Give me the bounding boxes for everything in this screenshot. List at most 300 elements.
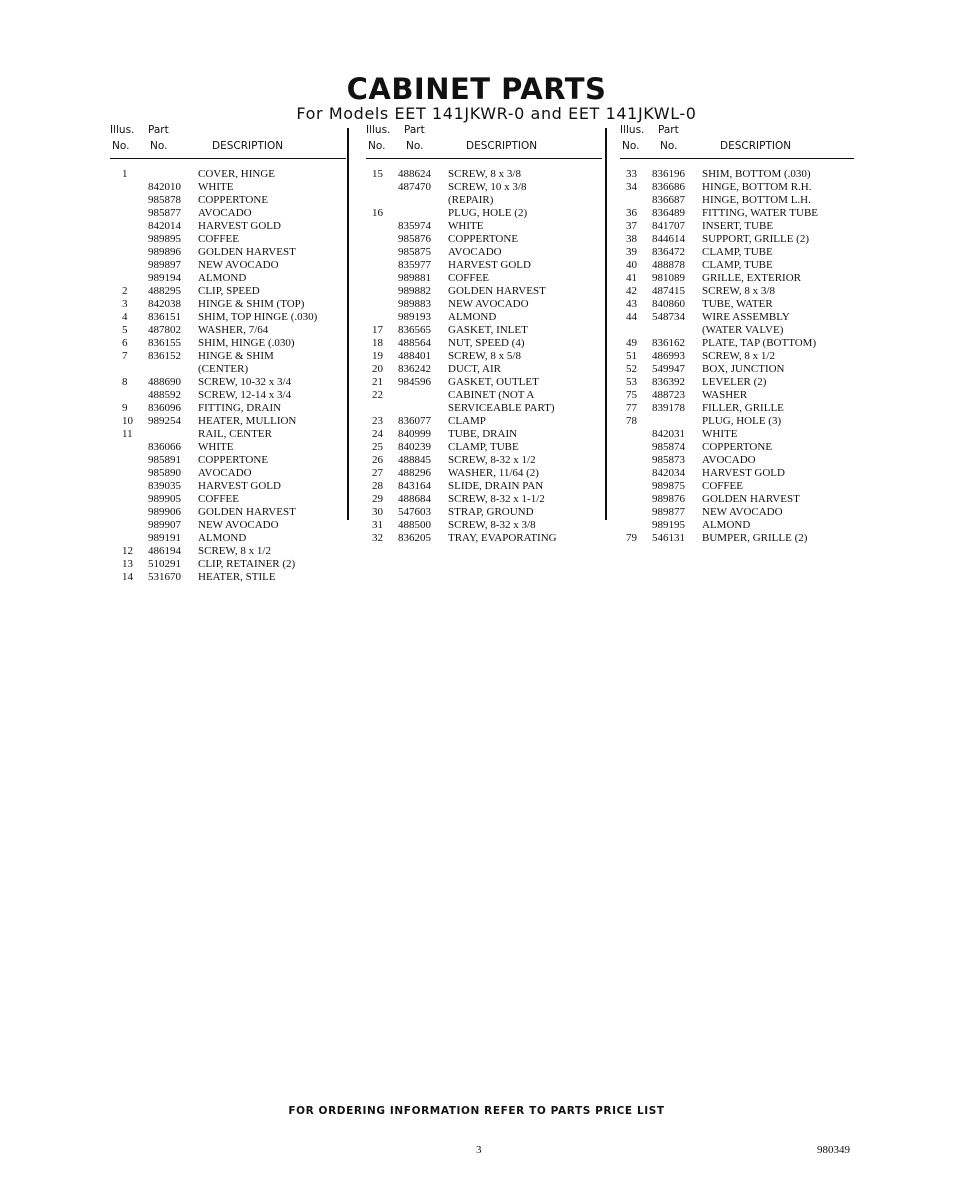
part-number: 487415 (652, 285, 685, 297)
part-description: INSERT, TUBE (702, 220, 774, 232)
table-row (110, 558, 346, 571)
header-part-no: No. (150, 140, 168, 152)
part-number: 842010 (148, 181, 181, 193)
header-illus: Illus. (620, 124, 645, 136)
illus-number: 43 (626, 298, 637, 310)
parts-list (620, 168, 854, 545)
table-row (110, 545, 346, 558)
part-number: 840239 (398, 441, 431, 453)
table-row (366, 337, 602, 350)
part-description: LEVELER (2) (702, 376, 767, 388)
part-description: COFFEE (198, 233, 239, 245)
part-number: 985890 (148, 467, 181, 479)
table-row (366, 428, 602, 441)
table-row (110, 168, 346, 181)
table-row (366, 233, 602, 246)
part-description: AVOCADO (448, 246, 502, 258)
ordering-info-footer: FOR ORDERING INFORMATION REFER TO PARTS PRICE LIST (288, 1105, 665, 1117)
table-row (620, 376, 854, 389)
table-row (110, 376, 346, 389)
table-row (366, 415, 602, 428)
part-number: 488684 (398, 493, 431, 505)
table-row (366, 272, 602, 285)
part-number: 842034 (652, 467, 685, 479)
table-row (366, 285, 602, 298)
part-number: 989877 (652, 506, 685, 518)
part-number: 486194 (148, 545, 181, 557)
part-number: 836066 (148, 441, 181, 453)
illus-number: 79 (626, 532, 637, 544)
illus-number: 40 (626, 259, 637, 271)
part-number: 842031 (652, 428, 685, 440)
table-row (110, 428, 346, 441)
part-number: 488690 (148, 376, 181, 388)
part-description: WHITE (702, 428, 738, 440)
part-description: HINGE, BOTTOM L.H. (702, 194, 811, 206)
table-row (110, 311, 346, 324)
table-row (366, 298, 602, 311)
part-number: 989195 (652, 519, 685, 531)
page-title: CABINET PARTS (346, 72, 607, 106)
table-row (366, 246, 602, 259)
part-description: CLAMP (448, 415, 486, 427)
part-number: 835974 (398, 220, 431, 232)
illus-number: 15 (372, 168, 383, 180)
part-description: HINGE, BOTTOM R.H. (702, 181, 812, 193)
part-number: 488723 (652, 389, 685, 401)
table-row (620, 272, 854, 285)
part-number: 989194 (148, 272, 181, 284)
part-description: PLUG, HOLE (2) (448, 207, 528, 219)
part-number: 549947 (652, 363, 685, 375)
table-row (110, 285, 346, 298)
illus-number: 77 (626, 402, 637, 414)
part-number: 989875 (652, 480, 685, 492)
part-number: 531670 (148, 571, 181, 583)
part-number: 836205 (398, 532, 431, 544)
illus-number: 27 (372, 467, 383, 479)
illus-number: 12 (122, 545, 133, 557)
part-description: WIRE ASSEMBLY (702, 311, 790, 323)
part-number: 836162 (652, 337, 685, 349)
part-description: TUBE, WATER (702, 298, 773, 310)
part-number: 985874 (652, 441, 685, 453)
part-number: 842014 (148, 220, 181, 232)
part-description: COFFEE (448, 272, 489, 284)
header-description: DESCRIPTION (212, 140, 284, 152)
table-row (620, 363, 854, 376)
part-number: 841707 (652, 220, 685, 232)
illus-number: 51 (626, 350, 637, 362)
part-number: 836565 (398, 324, 431, 336)
table-row (366, 467, 602, 480)
part-number: 985877 (148, 207, 181, 219)
part-number: 836392 (652, 376, 685, 388)
part-description: FILLER, GRILLE (702, 402, 784, 414)
illus-number: 36 (626, 207, 637, 219)
illus-number: 41 (626, 272, 637, 284)
table-row (110, 298, 346, 311)
illus-number: 29 (372, 493, 383, 505)
part-number: 989882 (398, 285, 431, 297)
table-row (620, 480, 854, 493)
part-number: 488296 (398, 467, 431, 479)
illus-number: 6 (122, 337, 128, 349)
part-description: HINGE & SHIM (198, 350, 274, 362)
document-number: 980349 (817, 1144, 850, 1156)
table-row (110, 324, 346, 337)
table-row (366, 376, 602, 389)
illus-number: 7 (122, 350, 128, 362)
table-row (620, 519, 854, 532)
part-number: 989895 (148, 233, 181, 245)
part-description: HEATER, MULLION (198, 415, 297, 427)
part-number: 836152 (148, 350, 181, 362)
part-number: 985878 (148, 194, 181, 206)
table-row (620, 181, 854, 194)
illus-number: 23 (372, 415, 383, 427)
table-row (110, 415, 346, 428)
part-description: CLAMP, TUBE (448, 441, 519, 453)
part-number: 836687 (652, 194, 685, 206)
part-number: 840999 (398, 428, 431, 440)
part-number: 488401 (398, 350, 431, 362)
illus-number: 37 (626, 220, 637, 232)
illus-number: 20 (372, 363, 383, 375)
table-row (620, 454, 854, 467)
illus-number: 26 (372, 454, 383, 466)
illus-number: 28 (372, 480, 383, 492)
header-part: Part (658, 124, 679, 136)
table-row (110, 259, 346, 272)
part-description: HINGE & SHIM (TOP) (198, 298, 305, 310)
table-row (620, 324, 854, 337)
illus-number: 34 (626, 181, 637, 193)
part-description: SCREW, 8 x 3/8 (702, 285, 775, 297)
part-description: SHIM, BOTTOM (.030) (702, 168, 811, 180)
illus-number: 13 (122, 558, 133, 570)
part-description: GOLDEN HARVEST (198, 506, 296, 518)
table-row (620, 311, 854, 324)
header-illus: Illus. (366, 124, 391, 136)
illus-number: 4 (122, 311, 128, 323)
part-number: 985875 (398, 246, 431, 258)
part-number: 989883 (398, 298, 431, 310)
table-row (620, 233, 854, 246)
table-row (366, 454, 602, 467)
illus-number: 24 (372, 428, 383, 440)
part-number: 843164 (398, 480, 431, 492)
header-description: DESCRIPTION (466, 140, 538, 152)
part-number: 989881 (398, 272, 431, 284)
illus-number: 10 (122, 415, 133, 427)
part-description: SCREW, 8-32 x 1/2 (448, 454, 536, 466)
part-description: ALMOND (702, 519, 751, 531)
part-description: SCREW, 10 x 3/8 (448, 181, 527, 193)
illus-number: 17 (372, 324, 383, 336)
illus-number: 30 (372, 506, 383, 518)
column-header (110, 124, 346, 159)
part-description: AVOCADO (198, 467, 252, 479)
header-part-no: No. (406, 140, 424, 152)
table-row (366, 350, 602, 363)
illus-number: 9 (122, 402, 128, 414)
part-description: WHITE (198, 441, 234, 453)
illus-number: 44 (626, 311, 637, 323)
table-row (366, 207, 602, 220)
part-description: PLATE, TAP (BOTTOM) (702, 337, 817, 349)
header-illus-no: No. (368, 140, 386, 152)
table-row (620, 402, 854, 415)
part-number: 836242 (398, 363, 431, 375)
parts-column-3 (620, 124, 854, 545)
table-row (620, 493, 854, 506)
table-row (110, 233, 346, 246)
illus-number: 25 (372, 441, 383, 453)
part-description: WHITE (448, 220, 484, 232)
part-description: SCREW, 8-32 x 3/8 (448, 519, 536, 531)
part-description: HARVEST GOLD (702, 467, 785, 479)
table-row (620, 441, 854, 454)
part-number: 989896 (148, 246, 181, 258)
part-description: SCREW, 8-32 x 1-1/2 (448, 493, 545, 505)
part-description: NEW AVOCADO (448, 298, 529, 310)
table-row (366, 402, 602, 415)
part-number: 488845 (398, 454, 431, 466)
part-description: ALMOND (198, 272, 247, 284)
table-row (110, 389, 346, 402)
header-part: Part (148, 124, 169, 136)
part-number: 836196 (652, 168, 685, 180)
illus-number: 5 (122, 324, 128, 336)
part-number: 989897 (148, 259, 181, 271)
table-row (110, 480, 346, 493)
table-row (366, 519, 602, 532)
part-number: 488592 (148, 389, 181, 401)
table-row (366, 363, 602, 376)
illus-number: 52 (626, 363, 637, 375)
part-number: 989907 (148, 519, 181, 531)
header-part: Part (404, 124, 425, 136)
table-row (366, 506, 602, 519)
part-description: CLAMP, TUBE (702, 246, 773, 258)
table-row (366, 324, 602, 337)
part-description: COPPERTONE (198, 194, 269, 206)
part-description: HEATER, STILE (198, 571, 276, 583)
part-description: COPPERTONE (702, 441, 773, 453)
table-row (110, 441, 346, 454)
part-description: FITTING, DRAIN (198, 402, 282, 414)
part-number: 981089 (652, 272, 685, 284)
part-number: 836096 (148, 402, 181, 414)
part-description: GASKET, INLET (448, 324, 528, 336)
illus-number: 78 (626, 415, 637, 427)
table-row (366, 493, 602, 506)
part-number: 548734 (652, 311, 685, 323)
table-row (620, 285, 854, 298)
part-number: 488564 (398, 337, 431, 349)
illus-number: 42 (626, 285, 637, 297)
part-description: WHITE (198, 181, 234, 193)
part-description: COFFEE (198, 493, 239, 505)
part-number: 488500 (398, 519, 431, 531)
part-description: WASHER (702, 389, 748, 401)
table-row (620, 194, 854, 207)
table-row (620, 532, 854, 545)
table-row (110, 454, 346, 467)
part-number: 989906 (148, 506, 181, 518)
column-divider (347, 128, 349, 520)
table-row (366, 532, 602, 545)
part-number: 985873 (652, 454, 685, 466)
illus-number: 11 (122, 428, 133, 440)
part-description: SCREW, 12-14 x 3/4 (198, 389, 292, 401)
part-description: (CENTER) (198, 363, 249, 375)
part-description: SCREW, 10-32 x 3/4 (198, 376, 292, 388)
table-row (620, 220, 854, 233)
part-description: FITTING, WATER TUBE (702, 207, 819, 219)
part-description: SCREW, 8 x 1/2 (702, 350, 775, 362)
part-number: 985891 (148, 454, 181, 466)
table-row (110, 272, 346, 285)
part-number: 984596 (398, 376, 431, 388)
part-number: 842038 (148, 298, 181, 310)
part-description: GRILLE, EXTERIOR (702, 272, 801, 284)
table-row (620, 350, 854, 363)
part-description: SUPPORT, GRILLE (2) (702, 233, 809, 245)
table-row (366, 220, 602, 233)
illus-number: 16 (372, 207, 383, 219)
part-description: HARVEST GOLD (448, 259, 531, 271)
table-row (110, 571, 346, 584)
table-row (620, 467, 854, 480)
header-description: DESCRIPTION (720, 140, 792, 152)
part-number: 989905 (148, 493, 181, 505)
part-description: (REPAIR) (448, 194, 494, 206)
illus-number: 75 (626, 389, 637, 401)
illus-number: 19 (372, 350, 383, 362)
part-number: 486993 (652, 350, 685, 362)
table-row (620, 415, 854, 428)
table-row (366, 259, 602, 272)
column-header (366, 124, 602, 159)
table-row (620, 506, 854, 519)
parts-list (366, 168, 602, 545)
illus-number: 21 (372, 376, 383, 388)
part-description: ALMOND (448, 311, 497, 323)
illus-number: 39 (626, 246, 637, 258)
illus-number: 31 (372, 519, 383, 531)
part-description: GOLDEN HARVEST (198, 246, 296, 258)
table-row (110, 194, 346, 207)
table-row (110, 181, 346, 194)
table-row (110, 363, 346, 376)
part-number: 835977 (398, 259, 431, 271)
illus-number: 1 (122, 168, 128, 180)
part-description: TUBE, DRAIN (448, 428, 518, 440)
table-row (366, 311, 602, 324)
table-row (620, 337, 854, 350)
header-illus: Illus. (110, 124, 135, 136)
part-number: 488878 (652, 259, 685, 271)
part-number: 840860 (652, 298, 685, 310)
part-description: NEW AVOCADO (198, 519, 279, 531)
part-description: SCREW, 8 x 5/8 (448, 350, 521, 362)
table-row (110, 246, 346, 259)
table-row (620, 168, 854, 181)
table-row (620, 207, 854, 220)
table-row (620, 298, 854, 311)
table-row (110, 402, 346, 415)
part-number: 989876 (652, 493, 685, 505)
part-description: NEW AVOCADO (198, 259, 279, 271)
part-number: 836151 (148, 311, 181, 323)
table-row (110, 532, 346, 545)
part-number: 488295 (148, 285, 181, 297)
part-description: SCREW, 8 x 3/8 (448, 168, 521, 180)
part-description: SCREW, 8 x 1/2 (198, 545, 271, 557)
table-row (366, 181, 602, 194)
table-row (366, 480, 602, 493)
illus-number: 22 (372, 389, 383, 401)
part-number: 487802 (148, 324, 181, 336)
part-description: COPPERTONE (448, 233, 519, 245)
table-row (366, 194, 602, 207)
table-row (110, 506, 346, 519)
part-description: RAIL, CENTER (198, 428, 272, 440)
part-number: 546131 (652, 532, 685, 544)
part-description: (WATER VALVE) (702, 324, 784, 336)
illus-number: 38 (626, 233, 637, 245)
page-number: 3 (476, 1144, 482, 1156)
table-row (110, 519, 346, 532)
illus-number: 14 (122, 571, 133, 583)
header-illus-no: No. (622, 140, 640, 152)
part-description: COPPERTONE (198, 454, 269, 466)
table-row (110, 350, 346, 363)
column-divider (605, 128, 607, 520)
illus-number: 18 (372, 337, 383, 349)
part-description: COVER, HINGE (198, 168, 275, 180)
part-description: SHIM, TOP HINGE (.030) (198, 311, 318, 323)
table-row (110, 337, 346, 350)
part-description: AVOCADO (198, 207, 252, 219)
illus-number: 33 (626, 168, 637, 180)
part-description: HARVEST GOLD (198, 480, 281, 492)
part-number: 836489 (652, 207, 685, 219)
part-number: 836155 (148, 337, 181, 349)
page-subtitle: For Models EET 141JKWR-0 and EET 141JKWL-0 (296, 104, 697, 123)
part-number: 844614 (652, 233, 685, 245)
part-description: DUCT, AIR (448, 363, 501, 375)
part-description: NEW AVOCADO (702, 506, 783, 518)
part-description: COFFEE (702, 480, 743, 492)
illus-number: 3 (122, 298, 128, 310)
part-number: 510291 (148, 558, 181, 570)
part-description: AVOCADO (702, 454, 756, 466)
part-description: PLUG, HOLE (3) (702, 415, 782, 427)
part-description: GASKET, OUTLET (448, 376, 539, 388)
table-row (110, 467, 346, 480)
part-number: 488624 (398, 168, 431, 180)
illus-number: 49 (626, 337, 637, 349)
part-description: WASHER, 7/64 (198, 324, 269, 336)
part-description: BOX, JUNCTION (702, 363, 785, 375)
part-description: STRAP, GROUND (448, 506, 534, 518)
part-description: CLAMP, TUBE (702, 259, 773, 271)
table-row (366, 389, 602, 402)
table-row (110, 207, 346, 220)
